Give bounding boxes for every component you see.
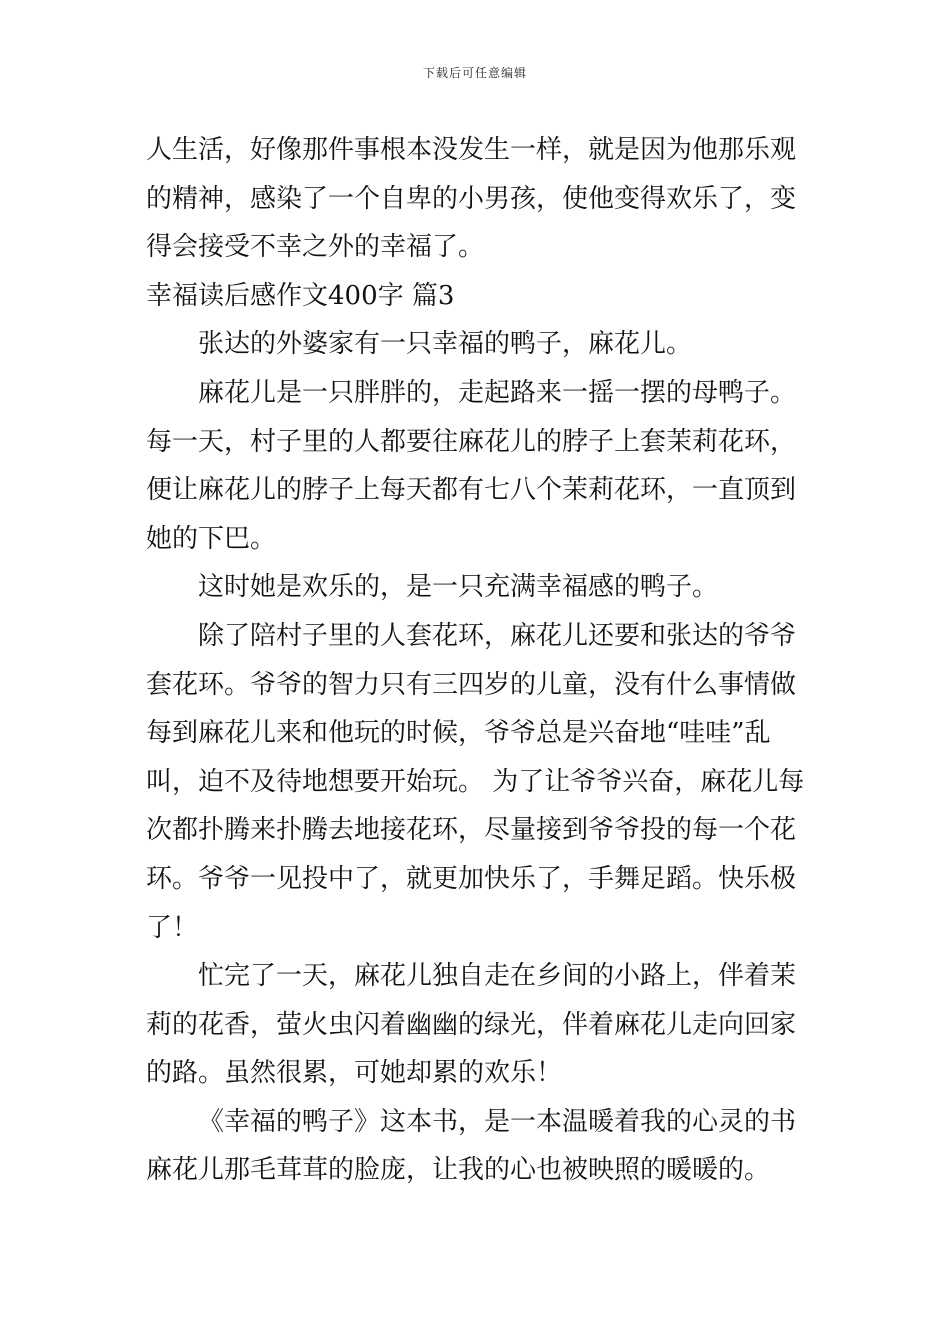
text-line: 便让麻花儿的脖子上每天都有七八个茉莉花环，一直顶到 [146,475,797,506]
text-line: 张达的外婆家有一只幸福的鸭子，麻花儿。 [198,329,693,360]
text-line: 麻花儿那毛茸茸的脸庞，让我的心也被映照的暖暖的。 [146,1155,771,1186]
section-heading: 幸福读后感作文400字 篇3 [146,280,455,311]
page-header: 下载后可任意编辑 [422,66,527,80]
document-body [146,126,806,1195]
text-line: 《幸福的鸭子》这本书，是一本温暖着我的心灵的书 [198,1106,797,1137]
text-line: 叫，迫不及待地想要开始玩。 为了让爷爷兴奋，麻花儿每 [146,766,805,797]
text-line: 忙完了一天，麻花儿独自走在乡间的小路上，伴着茉 [198,961,797,992]
text-line: 这时她是欢乐的，是一只充满幸福感的鸭子。 [198,572,719,603]
text-line: 套花环。爷爷的智力只有三四岁的儿童，没有什么事情做 [146,669,797,700]
text-line: 次都扑腾来扑腾去地接花环，尽量接到爷爷投的每一个花 [146,815,797,846]
text-line: 得会接受不幸之外的幸福了。 [146,232,485,263]
text-line: 环。爷爷一见投中了，就更加快乐了，手舞足蹈。快乐极 [146,863,797,894]
text-line: 每一天，村子里的人都要往麻花儿的脖子上套茉莉花环， [146,426,797,457]
text-line: 除了陪村子里的人套花环，麻花儿还要和张达的爷爷 [198,620,797,651]
text-line: 了！ [146,912,199,943]
text-line: 麻花儿是一只胖胖的，走起路来一摇一摆的母鸭子。 [198,377,797,408]
text-line: 莉的花香，萤火虫闪着幽幽的绿光，伴着麻花儿走向回家 [146,1009,797,1040]
text-line: 的路。虽然很累，可她却累的欢乐！ [146,1058,563,1089]
text-line: 她的下巴。 [146,523,277,554]
text-line: 人生活，好像那件事根本没发生一样，就是因为他那乐观 [146,135,797,165]
text-line: 的精神，感染了一个自卑的小男孩，使他变得欢乐了，变 [146,183,797,214]
text-line: 每到麻花儿来和他玩的时候，爷爷总是兴奋地“哇哇”乱 [146,718,771,749]
